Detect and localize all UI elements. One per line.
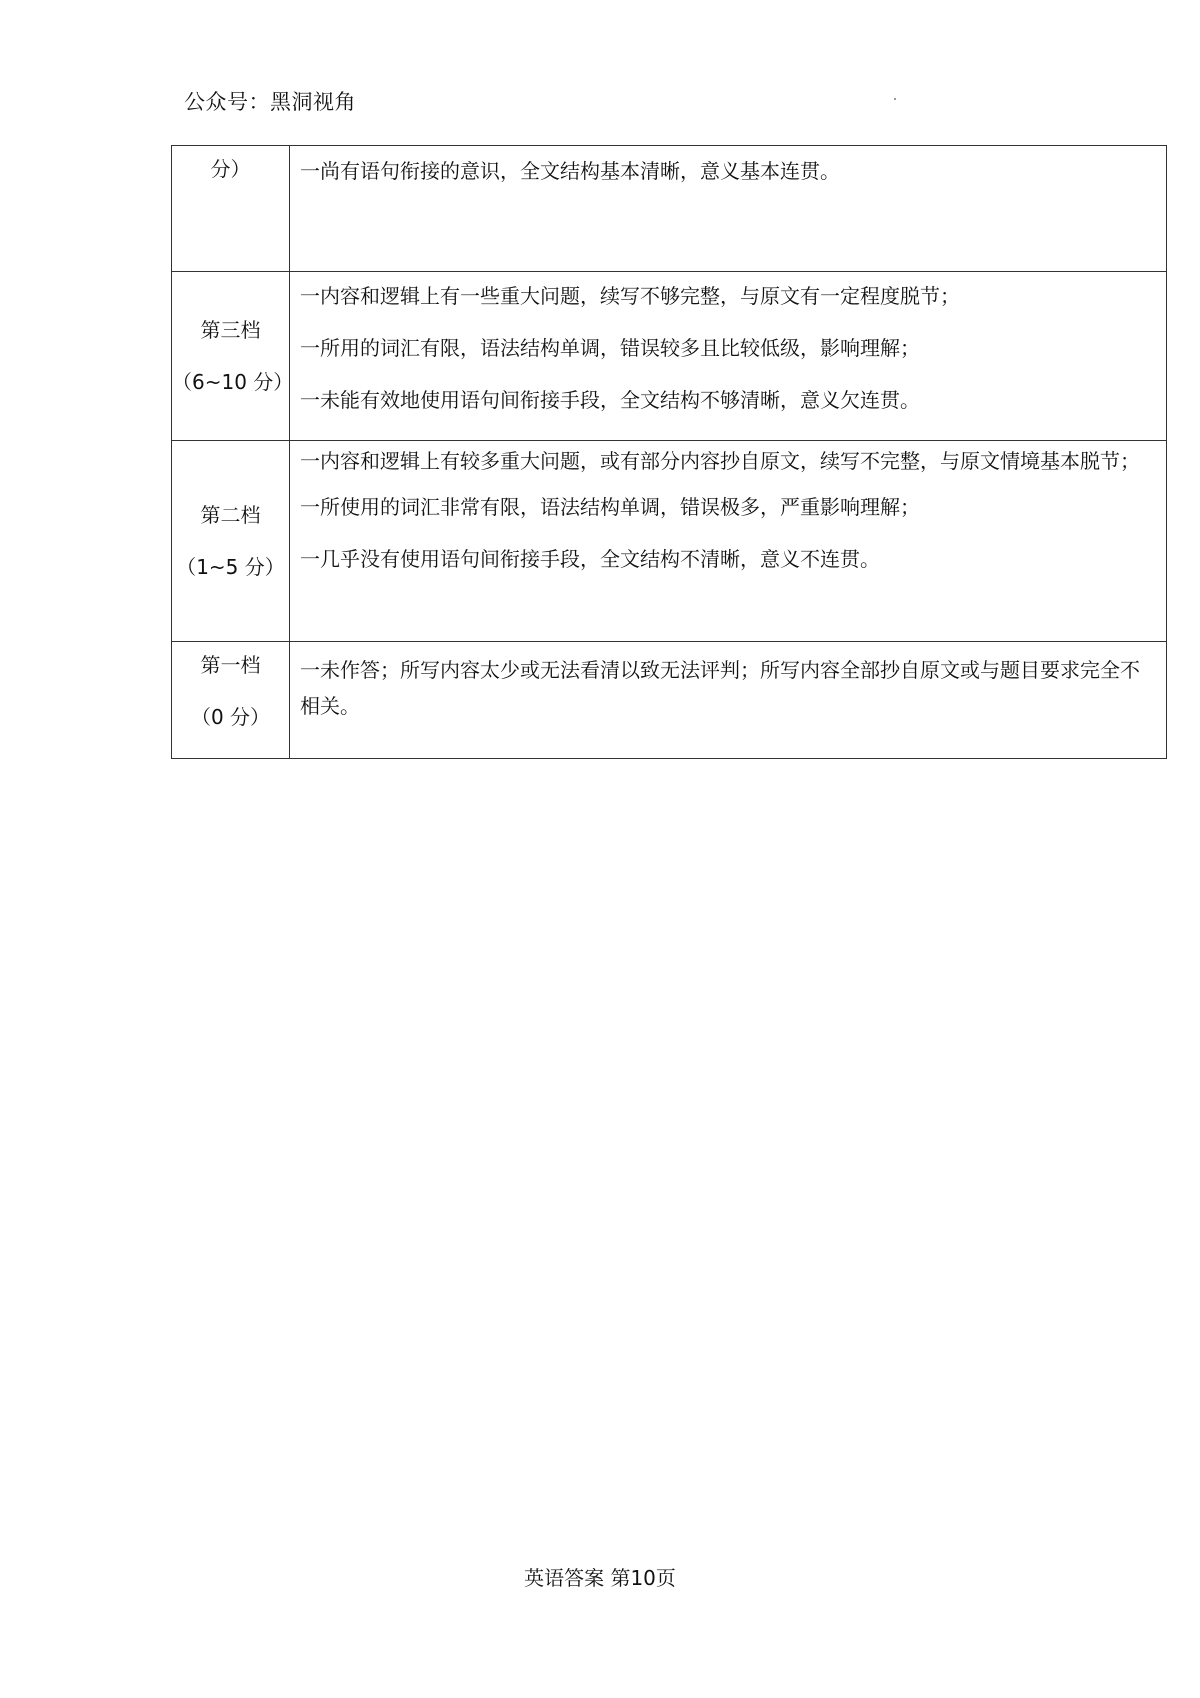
criterion-line: 一未能有效地使用语句间衔接手段，全文结构不够清晰，意义欠连贯。: [300, 388, 920, 412]
table-row: [172, 146, 1167, 272]
grade-title: 第二档: [200, 503, 261, 527]
header-note: 公众号：黑洞视角: [184, 90, 356, 114]
page-footer: 英语答案 第10页: [524, 1566, 676, 1590]
grade-cell: [172, 272, 294, 441]
grade-cell: [172, 642, 290, 759]
grade-cell: [172, 146, 290, 272]
criterion-line: 一尚有语句衔接的意识，全文结构基本清晰，意义基本连贯。: [300, 159, 840, 183]
table-row: [172, 642, 1167, 759]
criterion-line: 一未作答；所写内容太少或无法看清以致无法评判；所写内容全部抄自原文或与题目要求完全不相关。: [300, 658, 1140, 718]
criterion-line: 一所使用的词汇非常有限，语法结构单调，错误极多，严重影响理解；: [300, 495, 920, 519]
grade-score: （6~10 分）: [172, 370, 294, 394]
grade-title: 分）: [210, 157, 251, 181]
grade-score: （1~5 分）: [176, 555, 285, 579]
description-cell: [290, 642, 1167, 759]
grade-title: 第一档: [200, 653, 261, 677]
criterion-line: 一内容和逻辑上有一些重大问题，续写不够完整，与原文有一定程度脱节；: [300, 284, 960, 308]
grade-cell: [172, 441, 290, 642]
grade-title: 第三档: [200, 318, 261, 342]
grade-score: （0 分）: [190, 705, 271, 729]
criterion-line: 一内容和逻辑上有较多重大问题，或有部分内容抄自原文，续写不完整，与原文情境基本脱节；: [300, 449, 1140, 473]
scan-dot: [894, 98, 896, 100]
table-row: [172, 441, 1167, 642]
description-cell: [290, 146, 1167, 272]
rubric-table: [171, 145, 1167, 759]
criterion-line: 一几乎没有使用语句间衔接手段，全文结构不清晰，意义不连贯。: [300, 547, 880, 571]
criterion-line: 一所用的词汇有限，语法结构单调，错误较多且比较低级，影响理解；: [300, 336, 920, 360]
table-row: [172, 272, 1167, 441]
description-cell: [290, 272, 1167, 441]
description-cell: [290, 441, 1167, 642]
